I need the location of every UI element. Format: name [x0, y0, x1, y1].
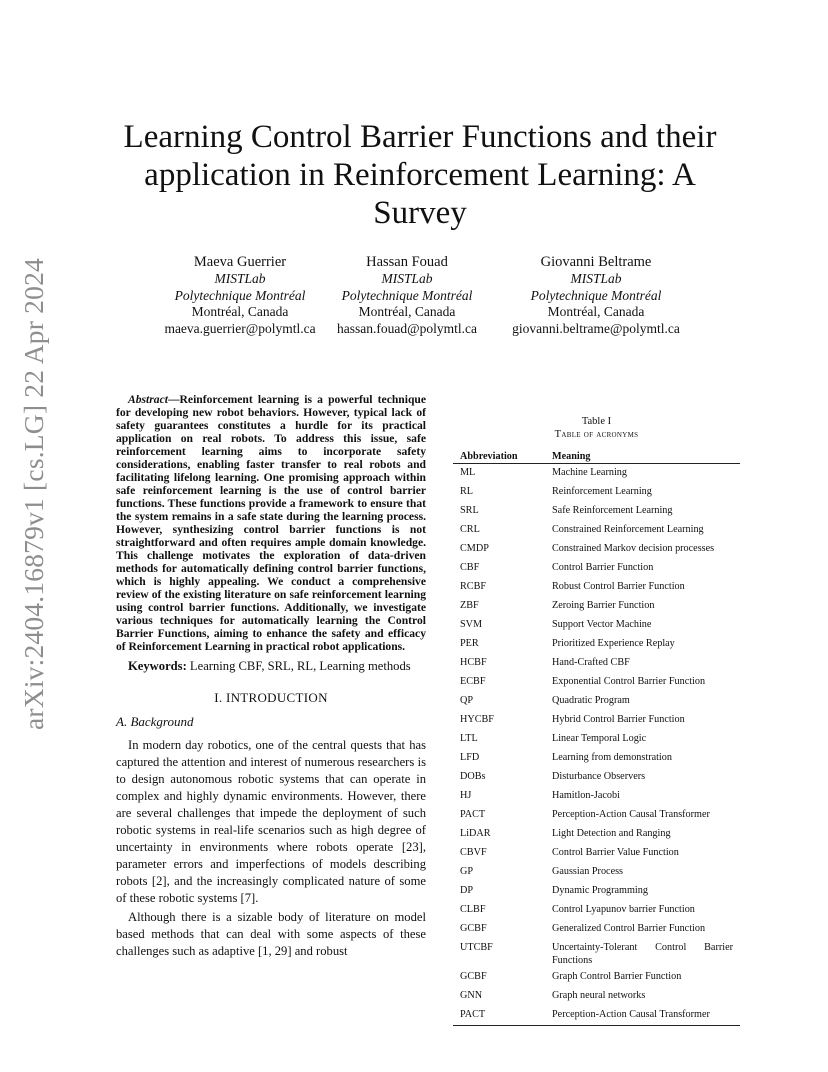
table-row [453, 711, 740, 730]
abstract-text: —Reinforcement learning is a powerful technique for developing new robot behaviors. However, typical lack of safety guarantees constitutes a hurdle for its practical application on real robots. To address this issue, safe reinforcement learning aims to incorporate safety considerations, enabling faster transfer to real robots and facilitating lifelong learning. One promising approach within safe reinforcement learning is the use of control barrier functions. These functions provide a framework to ensure that the system remains in a safe state during the learning process. However, synthesizing control barrier functions is not straightforward and often requires ample domain knowledge. This challenge motivates the exploration of data-driven methods for automatically defining control barrier functions, which is highly appealing. We conduct a comprehensive review of the existing literature on safe reinforcement learning using control barrier functions. Additionally, we investigate various techniques for automatically learning the Control Barrier Functions, aiming to enhance the safety and efficacy of Reinforcement Learning in practical robot applications. [116, 393, 426, 653]
table-row [453, 464, 740, 484]
meaning-cell: Hamitlon-Jacobi [552, 790, 620, 801]
meaning-cell: Linear Temporal Logic [552, 733, 647, 744]
abstract [116, 393, 426, 653]
meaning-cell: Machine Learning [552, 467, 627, 478]
author-institution: Polytechnique Montréal [341, 287, 473, 303]
author-location: Montréal, Canada [191, 304, 289, 319]
paper-title: Learning Control Barrier Functions and their application in Reinforcement Learning: A Survey [123, 119, 717, 231]
meaning-cell: Robust Control Barrier Function [552, 581, 685, 592]
author-institution: Polytechnique Montréal [530, 287, 662, 303]
table-row [453, 597, 740, 616]
abbreviation-cell: CBF [460, 562, 480, 573]
table-row [453, 882, 740, 901]
abbreviation-cell: PER [460, 638, 479, 649]
meaning-cell: Hybrid Control Barrier Function [552, 714, 685, 725]
meaning-cell: Prioritized Experience Replay [552, 638, 675, 649]
table-row [453, 863, 740, 882]
table-row [453, 654, 740, 673]
table-row [453, 483, 740, 502]
author-name: Giovanni Beltrame [540, 254, 652, 270]
meaning-cell: Zeroing Barrier Function [552, 600, 655, 611]
meaning-cell: Gaussian Process [552, 866, 624, 877]
abbreviation-cell: QP [460, 695, 474, 706]
meaning-cell: Constrained Reinforcement Learning [552, 524, 704, 535]
abbreviation-cell: HYCBF [460, 714, 494, 725]
table-header-row [453, 448, 740, 464]
table-row [453, 844, 740, 863]
table-row [453, 616, 740, 635]
table-row [453, 559, 740, 578]
table-row [453, 673, 740, 692]
meaning-cell: Exponential Control Barrier Function [552, 676, 706, 687]
table-row [453, 749, 740, 768]
body-paragraph: Although there is a sizable body of literature on model based methods that can deal with some aspects of these challenges such as adaptive [1, 29] and robust [116, 909, 426, 958]
table-number: Table I [581, 416, 612, 427]
table-row [453, 939, 740, 968]
meaning-cell: Safe Reinforcement Learning [552, 505, 673, 516]
body-paragraph: In modern day robotics, one of the central quests that has captured the attention and interest of numerous researchers is to design autonomous robotic systems that can operate in complex and highly dynamic environments. However, there are several challenges that impede the deployment of such robotic systems in real-life scenarios such as high degree of uncertainty in environments where robots operate [23], parameter errors and imperfections of models describing robots [2], and the increasingly complicated nature of some of these robotic systems [7]. [116, 737, 426, 905]
meaning-cell: Constrained Markov decision processes [552, 543, 715, 554]
table-caption [453, 415, 740, 441]
table-row [453, 901, 740, 920]
table-row [453, 968, 740, 987]
meaning-cell: Perception-Action Causal Transformer [552, 809, 710, 820]
author-lab: MISTLab [570, 271, 622, 286]
column-header: Abbreviation [453, 448, 545, 464]
abbreviation-cell: SVM [460, 619, 483, 630]
abbreviation-cell: ML [460, 467, 476, 478]
abbreviation-cell: LTL [460, 733, 478, 744]
meaning-cell: Support Vector Machine [552, 619, 652, 630]
abbreviation-cell: UTCBF [460, 942, 493, 953]
author-name: Hassan Fouad [366, 254, 448, 270]
table-row [453, 987, 740, 1006]
meaning-cell: Control Barrier Function [552, 562, 654, 573]
abbreviation-cell: DP [460, 885, 474, 896]
meaning-cell: Light Detection and Ranging [552, 828, 671, 839]
author-block [307, 253, 507, 337]
abbreviation-cell: PACT [453, 1006, 545, 1026]
table-row [453, 1006, 740, 1026]
author-email: giovanni.beltrame@polymtl.ca [512, 320, 680, 336]
column-header: Meaning [545, 448, 740, 464]
abbreviation-cell: GCBF [460, 923, 487, 934]
meaning-cell: Hand-Crafted CBF [552, 657, 630, 668]
abbreviation-cell: RCBF [460, 581, 487, 592]
author-location: Montréal, Canada [547, 304, 645, 319]
abbreviation-cell: ZBF [460, 600, 479, 611]
table-row [453, 540, 740, 559]
abbreviation-cell: LiDAR [460, 828, 491, 839]
table-row [453, 502, 740, 521]
abbreviation-cell: GNN [460, 990, 483, 1001]
author-block [496, 253, 696, 337]
left-column [116, 393, 426, 962]
meaning-cell: Graph neural networks [552, 990, 646, 1001]
meaning-cell: Quadratic Program [552, 695, 630, 706]
abbreviation-cell: ECBF [460, 676, 486, 687]
table-row [453, 730, 740, 749]
table-row [453, 920, 740, 939]
author-lab: MISTLab [214, 271, 266, 286]
author-email: maeva.guerrier@polymtl.ca [164, 320, 316, 336]
meaning-cell: Control Lyapunov barrier Function [552, 904, 695, 915]
table-row [453, 825, 740, 844]
abbreviation-cell: CLBF [460, 904, 486, 915]
keywords-label: Keywords: [128, 659, 187, 673]
meaning-cell: Dynamic Programming [552, 885, 648, 896]
abbreviation-cell: SRL [460, 505, 479, 516]
abbreviation-cell: LFD [460, 752, 480, 763]
author-email: hassan.fouad@polymtl.ca [337, 320, 477, 336]
abbreviation-cell: DOBs [460, 771, 486, 782]
section-heading: I. INTRODUCTION [214, 689, 328, 705]
abbreviation-cell: RL [460, 486, 474, 497]
meaning-cell: Graph Control Barrier Function [552, 971, 682, 982]
table-row [453, 578, 740, 597]
table-row [453, 635, 740, 654]
abbreviation-cell: CMDP [460, 543, 489, 554]
author-lab: MISTLab [381, 271, 433, 286]
abbreviation-cell: GCBF [460, 971, 487, 982]
table-row [453, 692, 740, 711]
subsection-heading: A. Background [116, 713, 194, 729]
meaning-cell: Control Barrier Value Function [552, 847, 679, 858]
acronym-table [453, 448, 740, 1026]
author-location: Montréal, Canada [358, 304, 456, 319]
keywords [116, 659, 426, 674]
author-institution: Polytechnique Montréal [174, 287, 306, 303]
meaning-cell: Reinforcement Learning [552, 486, 652, 497]
abbreviation-cell: CBVF [460, 847, 487, 858]
abbreviation-cell: PACT [460, 809, 486, 820]
abbreviation-cell: HJ [460, 790, 472, 801]
abbreviation-cell: CRL [460, 524, 480, 535]
author-name: Maeva Guerrier [193, 254, 287, 270]
table-row [453, 521, 740, 540]
meaning-cell: Disturbance Observers [552, 771, 646, 782]
table-row [453, 787, 740, 806]
abstract-lead: Abstract [128, 393, 168, 406]
meaning-cell: Learning from demonstration [552, 752, 672, 763]
arxiv-identifier-stamp: arXiv:2404.16879v1 [cs.LG] 22 Apr 2024 [18, 258, 49, 730]
meaning-cell: Uncertainty-Tolerant Control Barrier Functions [552, 942, 733, 966]
table-row [453, 768, 740, 787]
abbreviation-cell: HCBF [460, 657, 487, 668]
abbreviation-cell: GP [460, 866, 474, 877]
table-title: Table of acronyms [554, 429, 639, 440]
meaning-cell: Perception-Action Causal Transformer [545, 1006, 740, 1026]
keywords-text: Learning CBF, SRL, RL, Learning methods [186, 659, 411, 673]
table-row [453, 806, 740, 825]
meaning-cell: Generalized Control Barrier Function [552, 923, 706, 934]
